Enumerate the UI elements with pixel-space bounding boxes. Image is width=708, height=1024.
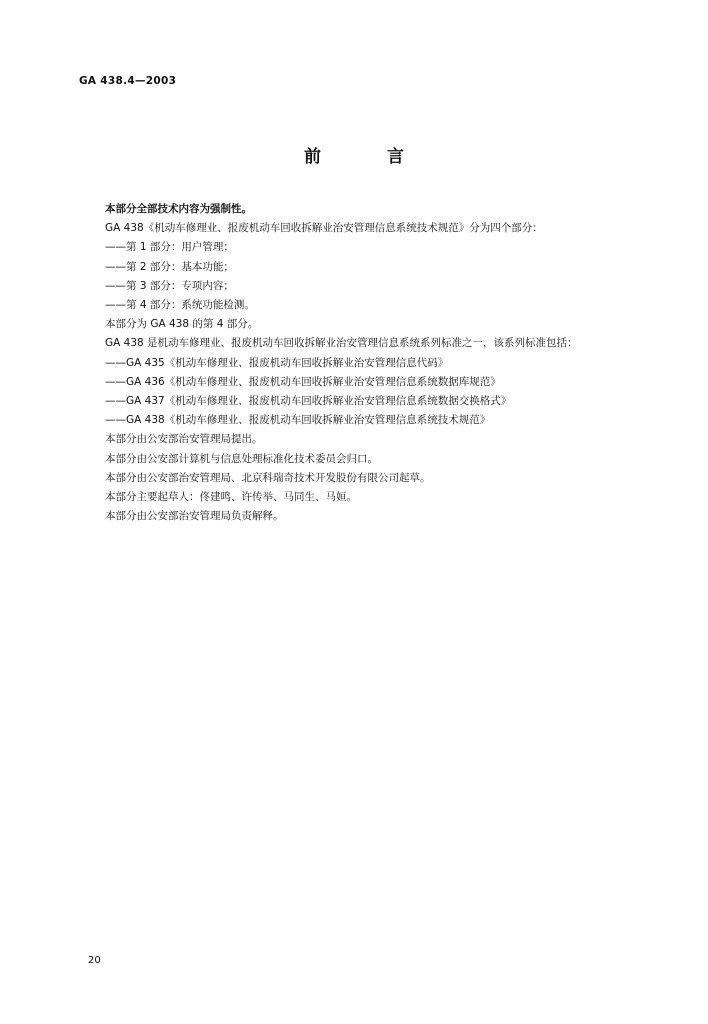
list-item-ga-438: ——GA 438《机动车修理业、报废机动车回收拆解业治安管理信息系统技术规范》 bbox=[105, 414, 491, 427]
paragraph-parts-intro: GA 438《机动车修理业、报废机动车回收拆解业治安管理信息系统技术规范》分为四个部分： bbox=[105, 222, 543, 235]
standard-code-header: GA 438.4—2003 bbox=[79, 75, 177, 87]
list-item-part-1: ——第 1 部分：用户管理； bbox=[105, 241, 234, 254]
paragraph-mandatory-statement: 本部分全部技术内容为强制性。 bbox=[105, 203, 252, 215]
list-item-part-3: ——第 3 部分：专项内容； bbox=[105, 279, 234, 292]
paragraph-interpreted-by: 本部分由公安部治安管理局负责解释。 bbox=[105, 510, 284, 523]
paragraph-drafted-by: 本部分由公安部治安管理局、北京科瑞奇技术开发股份有限公司起草。 bbox=[105, 471, 431, 484]
list-item-part-4: ——第 4 部分：系统功能检测。 bbox=[105, 299, 255, 312]
list-item-ga-435: ——GA 435《机动车修理业、报废机动车回收拆解业治安管理信息代码》 bbox=[105, 356, 449, 369]
paragraph-proposed-by: 本部分由公安部治安管理局提出。 bbox=[105, 433, 263, 446]
paragraph-centralized-by: 本部分由公安部计算机与信息处理标准化技术委员会归口。 bbox=[105, 452, 378, 465]
foreword-body bbox=[89, 200, 664, 526]
paragraph-series-intro: GA 438 是机动车修理业、报废机动车回收拆解业治安管理信息系统系列标准之一，该系列标准包括： bbox=[105, 337, 578, 350]
page-title: 前 言 bbox=[304, 147, 434, 167]
list-item-part-2: ——第 2 部分：基本功能； bbox=[105, 260, 234, 273]
paragraph-this-part: 本部分为 GA 438 的第 4 部分。 bbox=[105, 318, 259, 331]
list-item-ga-437: ——GA 437《机动车修理业、报废机动车回收拆解业治安管理信息系统数据交换格式》 bbox=[105, 395, 512, 408]
paragraph-main-drafters: 本部分主要起草人：佟建鸣、许传举、马同生、马姮。 bbox=[105, 491, 357, 504]
page-number: 20 bbox=[88, 955, 101, 966]
list-item-ga-436: ——GA 436《机动车修理业、报废机动车回收拆解业治安管理信息系统数据库规范》 bbox=[105, 375, 501, 388]
